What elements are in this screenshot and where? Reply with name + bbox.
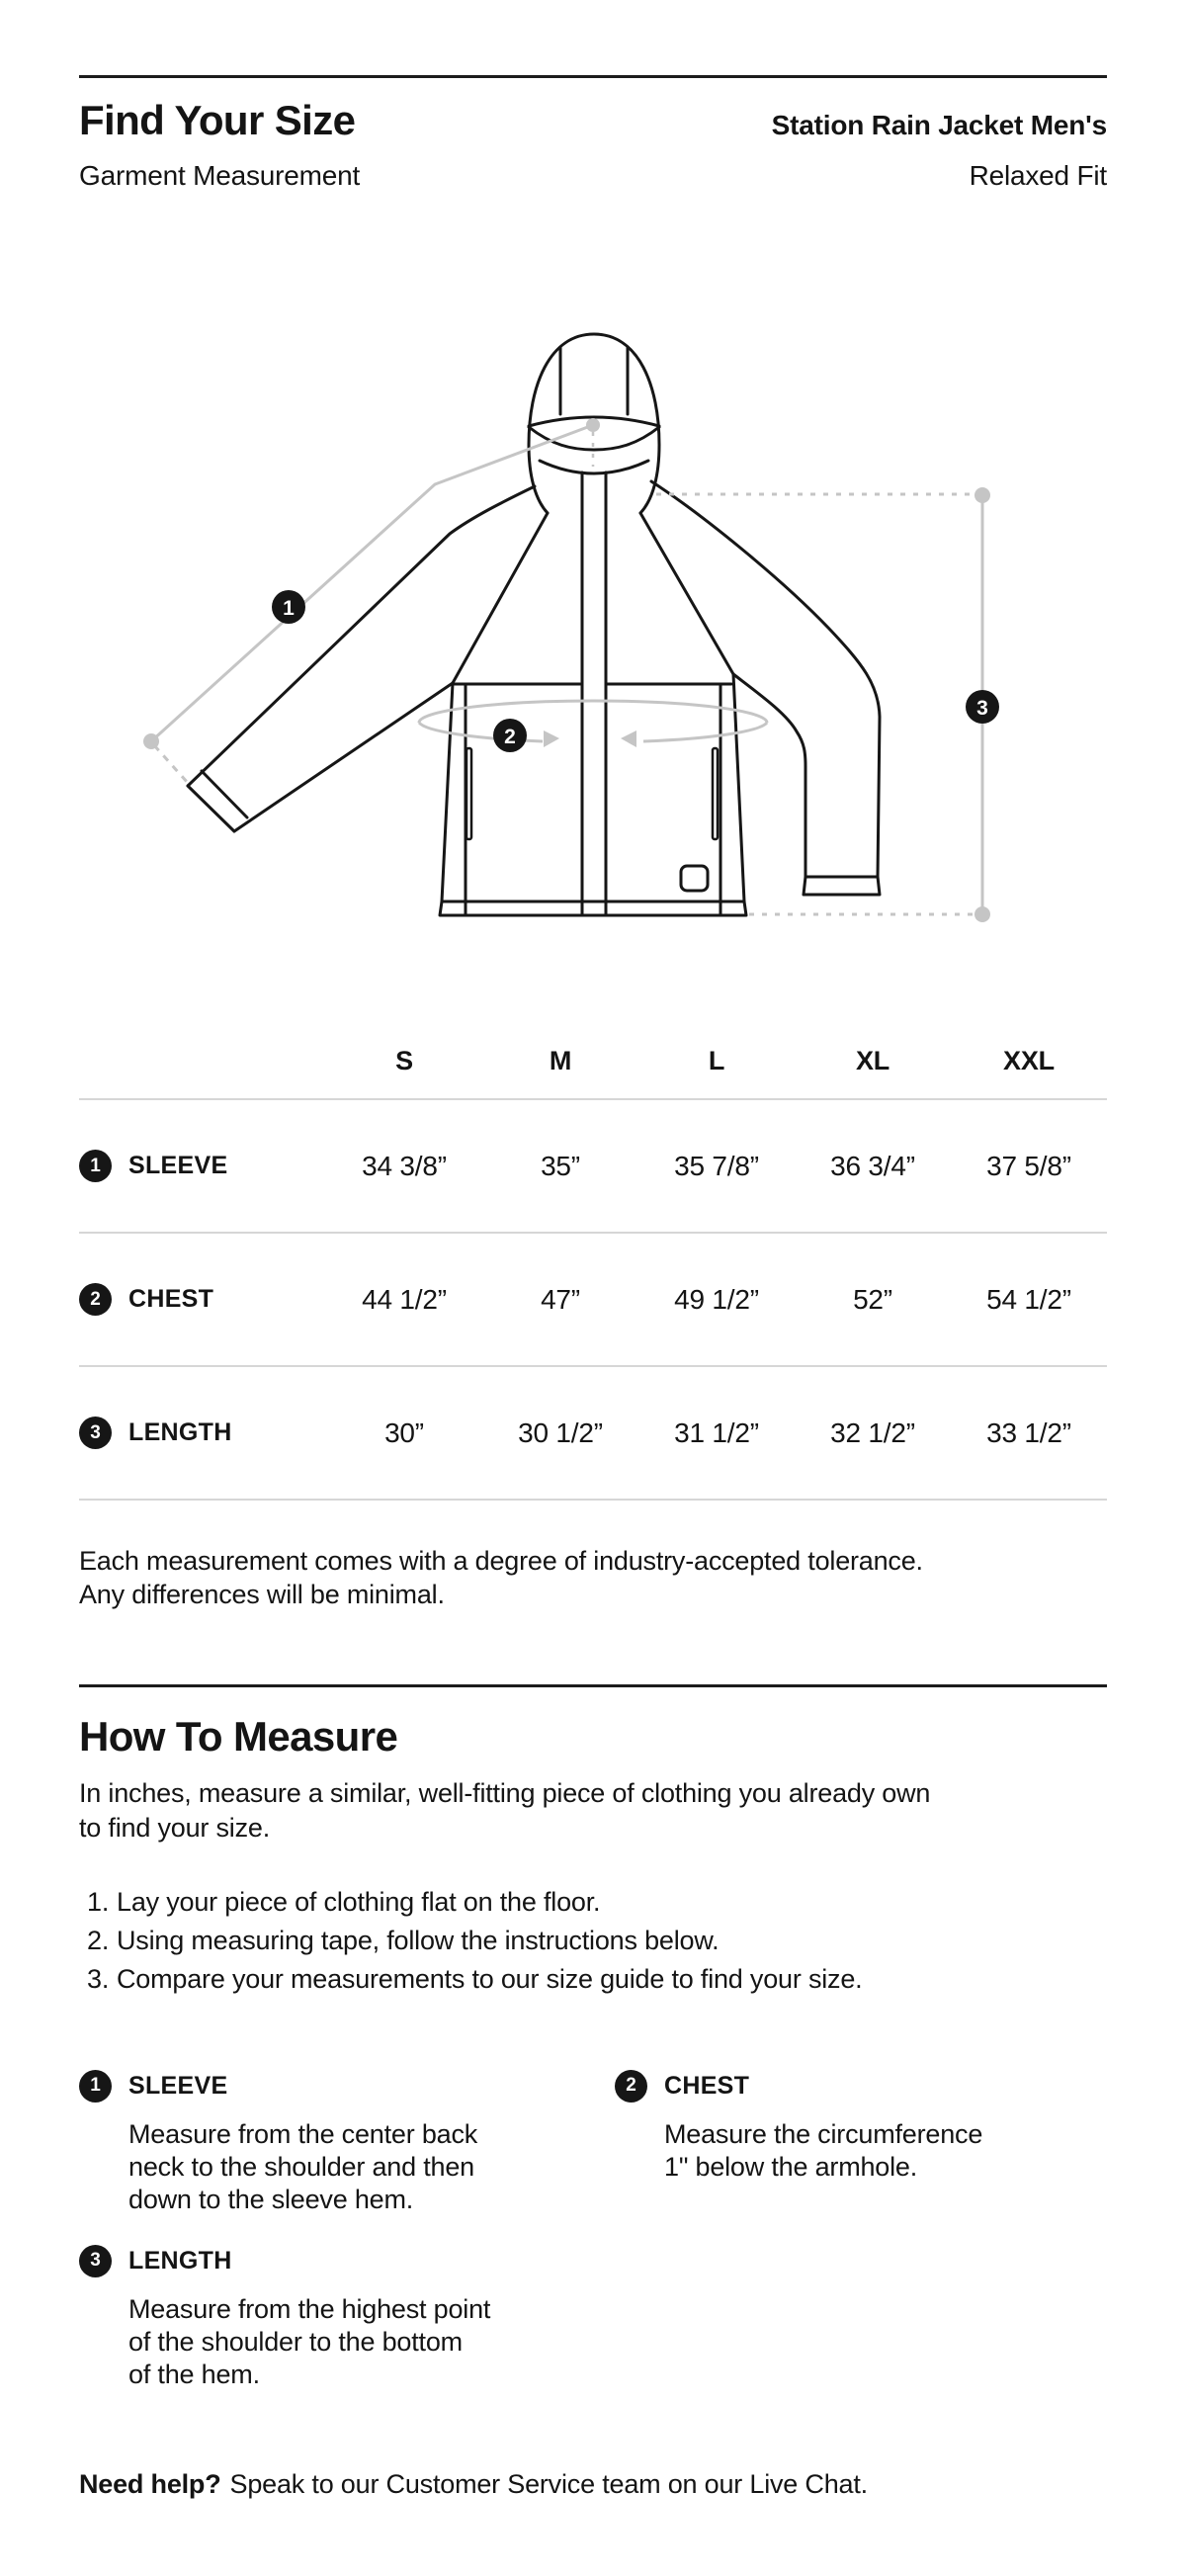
chest-s: 44 1/2” xyxy=(362,1283,447,1315)
sleeve-l: 35 7/8” xyxy=(674,1150,759,1181)
how-to-measure-intro xyxy=(79,1776,1107,1846)
chest-arrow-left-icon xyxy=(621,730,636,747)
top-divider xyxy=(79,75,1107,78)
col-s: S xyxy=(395,1046,413,1075)
product-name: Station Rain Jacket Men's xyxy=(771,110,1107,140)
length-m: 30 1/2” xyxy=(518,1417,603,1448)
intro-line-2: to find your size. xyxy=(79,1813,270,1843)
length-s: 30” xyxy=(384,1417,424,1448)
detail-title-chest: CHEST xyxy=(664,2071,750,2100)
detail-badge-2: 2 xyxy=(615,2070,647,2103)
detail-chest xyxy=(615,2069,1129,2184)
body-right-edge xyxy=(733,674,744,902)
raglan-left xyxy=(453,513,548,683)
step-2 xyxy=(79,1922,1107,1960)
row-label-length: LENGTH xyxy=(128,1418,232,1446)
left-pocket xyxy=(466,748,471,839)
table-row-sleeve xyxy=(79,1100,1107,1234)
length-xxl: 33 1/2” xyxy=(986,1417,1071,1448)
tolerance-line-2: Any differences will be minimal. xyxy=(79,1580,445,1609)
sleeve-m: 35” xyxy=(541,1150,580,1181)
chest-arc-back xyxy=(419,701,767,723)
page-subtitle: Garment Measurement xyxy=(79,160,361,191)
col-xl: XL xyxy=(855,1046,890,1075)
length-top-dot xyxy=(974,487,990,503)
step-2-text: Using measuring tape, follow the instructions below. xyxy=(117,1926,720,1955)
sleeve-s: 34 3/8” xyxy=(362,1150,447,1181)
step-1-text: Lay your piece of clothing flat on the floor. xyxy=(117,1887,601,1917)
row-label-sleeve: SLEEVE xyxy=(128,1152,228,1179)
step-3-text: Compare your measurements to our size guide to find your size. xyxy=(117,1964,863,1994)
right-cuff xyxy=(804,877,880,895)
cuff-dash xyxy=(154,745,188,783)
need-help-label: Need help? xyxy=(79,2469,221,2499)
svg-text:1: 1 xyxy=(283,597,295,620)
svg-text:2: 2 xyxy=(504,726,516,748)
detail-title-length: LENGTH xyxy=(128,2246,232,2275)
diagram-badge-length xyxy=(966,690,999,724)
fit-label: Relaxed Fit xyxy=(969,160,1107,191)
detail-length xyxy=(79,2244,593,2391)
left-cuff-band xyxy=(202,771,247,817)
left-sleeve-top xyxy=(188,486,535,786)
detail-text-chest: Measure the circumference 1" below the armhole. xyxy=(664,2119,983,2182)
chest-arc-front-right xyxy=(643,723,767,741)
length-bottom-dot xyxy=(974,906,990,922)
detail-text-length: Measure from the highest point of the shoulder to the bottom of the hem. xyxy=(128,2294,491,2389)
chest-l: 49 1/2” xyxy=(674,1283,759,1315)
chest-xl: 52” xyxy=(853,1283,892,1315)
how-to-measure-heading: How To Measure xyxy=(79,1713,398,1760)
sleeve-measure-line xyxy=(151,425,593,741)
step-1-number: 1. xyxy=(87,1887,110,1917)
diagram-badge-chest xyxy=(493,719,527,752)
table-row-chest xyxy=(79,1234,1107,1367)
size-table-header xyxy=(79,1024,1107,1100)
row-badge-1: 1 xyxy=(79,1150,112,1182)
jacket-diagram xyxy=(79,314,1107,929)
detail-sleeve xyxy=(79,2069,593,2216)
hem-bottom xyxy=(440,902,746,915)
sleeve-xxl: 37 5/8” xyxy=(986,1150,1071,1181)
step-3-number: 3. xyxy=(87,1964,110,1994)
cuff-dot xyxy=(143,733,159,749)
left-cuff-end xyxy=(188,786,234,831)
right-pocket xyxy=(713,748,718,839)
hood-chin xyxy=(540,461,648,473)
section-divider xyxy=(79,1684,1107,1687)
length-l: 31 1/2” xyxy=(674,1417,759,1448)
chest-m: 47” xyxy=(541,1283,580,1315)
body-left-edge xyxy=(442,683,453,902)
row-badge-3: 3 xyxy=(79,1417,112,1449)
neck-dot xyxy=(586,418,600,432)
col-m: M xyxy=(549,1046,572,1075)
row-badge-2: 2 xyxy=(79,1283,112,1316)
intro-line-1: In inches, measure a similar, well-fitting piece of clothing you already own xyxy=(79,1778,931,1808)
need-help-text: Speak to our Customer Service team on our Live Chat. xyxy=(229,2469,868,2499)
size-table xyxy=(79,1024,1107,1501)
tolerance-note xyxy=(79,1544,1107,1611)
detail-title-sleeve: SLEEVE xyxy=(128,2071,228,2100)
sleeve-xl: 36 3/4” xyxy=(830,1150,915,1181)
step-2-number: 2. xyxy=(87,1926,110,1955)
table-row-length xyxy=(79,1367,1107,1501)
chest-xxl: 54 1/2” xyxy=(986,1283,1071,1315)
raglan-right xyxy=(640,513,733,674)
length-xl: 32 1/2” xyxy=(830,1417,915,1448)
detail-badge-3: 3 xyxy=(79,2245,112,2277)
left-sleeve-bottom xyxy=(234,683,453,831)
diagram-badge-sleeve xyxy=(272,590,305,624)
measure-steps xyxy=(79,1883,1107,1999)
col-l: L xyxy=(708,1046,725,1075)
right-sleeve-outer xyxy=(651,481,880,877)
chest-arrow-right-icon xyxy=(544,730,559,747)
right-sleeve-inner xyxy=(733,674,805,877)
detail-text-sleeve: Measure from the center back neck to the shoulder and then down to the sleeve hem. xyxy=(128,2119,478,2214)
col-xxl: XXL xyxy=(1003,1046,1055,1075)
step-3 xyxy=(79,1960,1107,1999)
detail-badge-1: 1 xyxy=(79,2070,112,2103)
row-label-chest: CHEST xyxy=(128,1285,214,1313)
tolerance-line-1: Each measurement comes with a degree of industry-accepted tolerance. xyxy=(79,1546,923,1576)
step-1 xyxy=(79,1883,1107,1922)
logo-patch xyxy=(681,866,708,891)
page-title: Find Your Size xyxy=(79,97,356,143)
svg-text:3: 3 xyxy=(976,697,988,720)
need-help-footer xyxy=(79,2469,1107,2500)
